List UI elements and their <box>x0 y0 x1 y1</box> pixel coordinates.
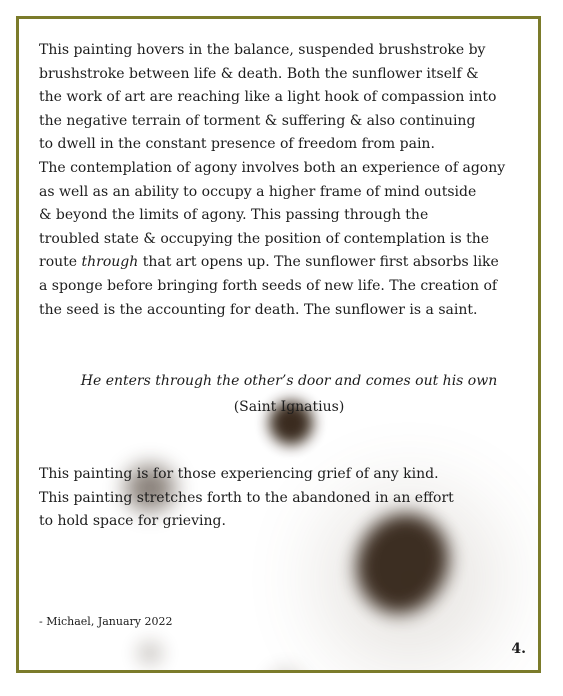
page-content <box>39 39 539 628</box>
text-line: & beyond the limits of agony. This passing through the <box>39 207 429 224</box>
route-before: route <box>39 254 82 271</box>
page-number: 4. <box>511 641 526 657</box>
quote-source: (Saint Ignatius) <box>233 399 345 415</box>
quote-text: He enters through the other’s door and comes out his own <box>80 373 498 389</box>
text-line: The contemplation of agony involves both an experience of agony <box>39 159 506 176</box>
text-line: This painting hovers in the balance, suspended brushstroke by <box>39 42 486 58</box>
text-line-route <box>39 251 539 275</box>
signature: - Michael, January 2022 <box>39 615 173 628</box>
text-line: troubled state & occupying the position of contemplation is the <box>39 230 490 247</box>
route-after: that art opens up. The sunflower first absorbs like <box>138 254 499 271</box>
quote-block <box>39 368 539 420</box>
paragraph-grief <box>39 463 454 534</box>
paint-blot-faint-bottom-left <box>137 641 163 665</box>
text-line: to dwell in the constant presence of freedom from pain. <box>39 136 435 153</box>
text-line: a sponge before bringing forth seeds of new life. The creation of <box>39 277 498 294</box>
text-line: This painting is for those experiencing grief of any kind. <box>39 466 439 482</box>
route-emphasis: through <box>81 254 139 271</box>
page-frame <box>16 16 541 673</box>
paragraph-main <box>39 39 539 322</box>
text-line: as well as an ability to occupy a higher frame of mind outside <box>39 183 477 200</box>
text-line: the seed is the accounting for death. The sunflower is a saint. <box>39 301 478 318</box>
text-line: This painting stretches forth to the abandoned in an effort <box>39 489 454 506</box>
text-line: brushstroke between life & death. Both the sunflower itself & <box>39 65 479 82</box>
text-line: the work of art are reaching like a light hook of compassion into <box>39 89 497 106</box>
text-line: to hold space for grieving. <box>39 513 226 530</box>
text-line: the negative terrain of torment & suffering & also continuing <box>39 112 476 129</box>
paint-blot-faint-bottom <box>269 669 303 673</box>
